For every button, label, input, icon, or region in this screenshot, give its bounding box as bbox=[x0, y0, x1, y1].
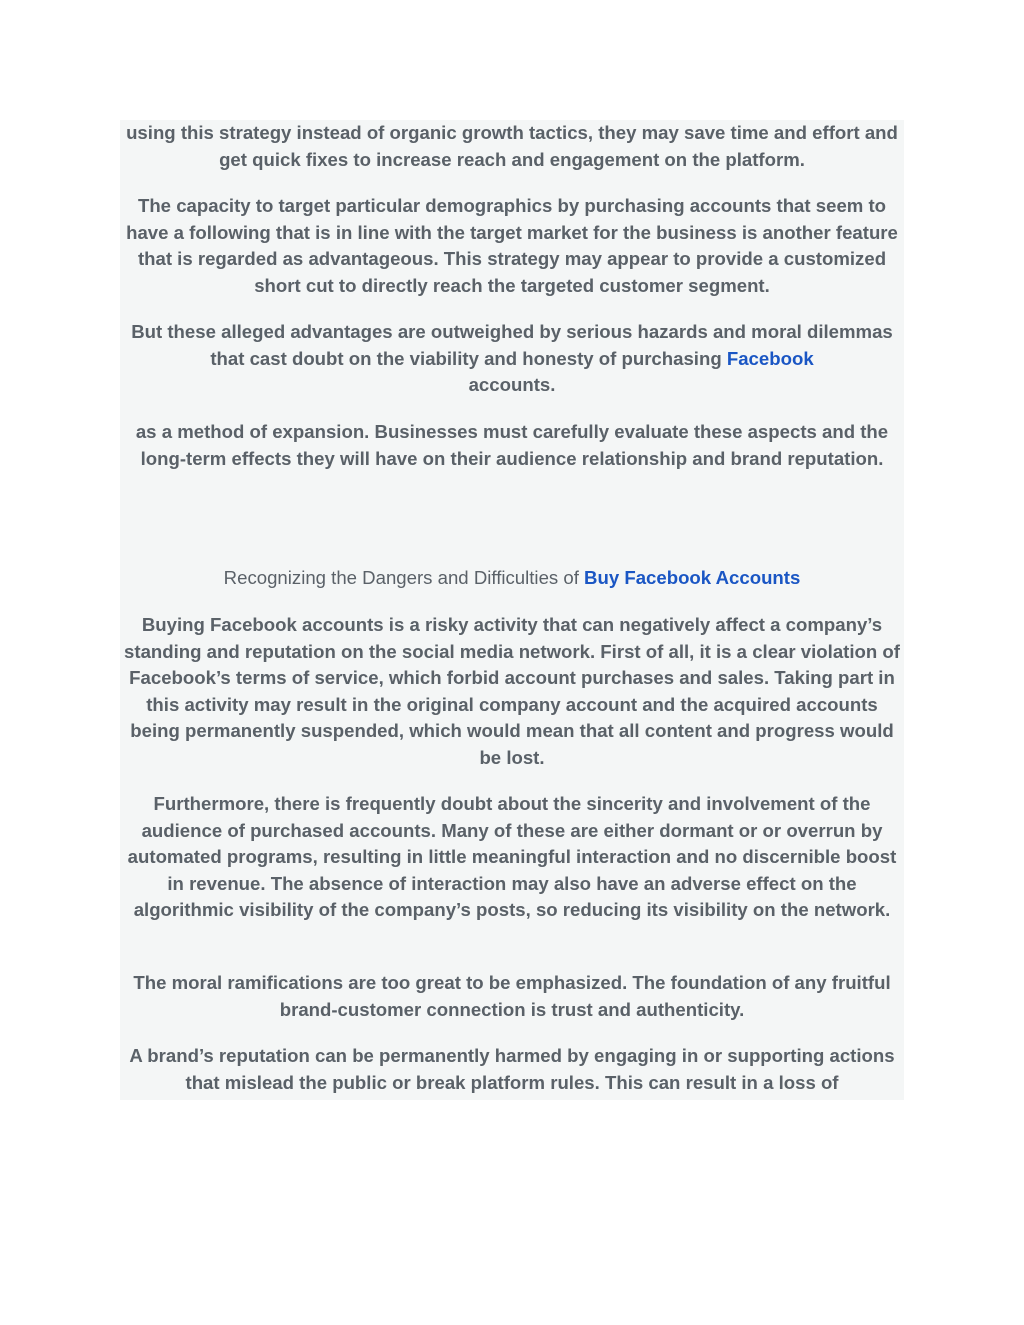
section-heading-text: Recognizing the Dangers and Difficulties of bbox=[223, 567, 585, 588]
facebook-link[interactable]: Facebook bbox=[726, 347, 814, 369]
document-panel bbox=[120, 120, 904, 1100]
paragraph-target-demographics: The capacity to target particular demographics by purchasing accounts that seem to have a following that is in line with the target market for the business is another feature that is regarded as advantageous. This strategy may appear to provide a customized short cut to directly reach the targeted customer segment. bbox=[126, 195, 898, 296]
paragraph-risky-activity: Buying Facebook accounts is a risky activity that can negatively affect a company’s standing and reputation on the social media network. First of all, it is a clear violation of Facebook’s terms of service, which forbid account purchases and sales. Taking part in this activity may result in the original company account and the acquired accounts being permanently suspended, which would mean that all content and progress would be lost. bbox=[124, 614, 900, 768]
paragraph-hazards-text: But these alleged advantages are outweighed by serious hazards and moral dilemmas that cast doubt on the viability and honesty of purchasing bbox=[131, 321, 893, 369]
paragraph-moral-ramifications: The moral ramifications are too great to be emphasized. The foundation of any fruitful brand-customer connection is trust and authenticity. bbox=[133, 972, 891, 1020]
paragraph-audience-doubt: Furthermore, there is frequently doubt about the sincerity and involvement of the audience of purchased accounts. Many of these are either dormant or or overrun by automated programs, resulting in little meaningful interaction and no discernible boost in revenue. The absence of interaction may also have an adverse effect on the algorithmic visibility of the company’s posts, so reducing its visibility on the network. bbox=[127, 793, 897, 920]
section-heading bbox=[120, 565, 904, 592]
paragraph-hazards bbox=[120, 319, 904, 399]
paragraph-hazards-end: accounts. bbox=[468, 374, 556, 395]
buy-facebook-accounts-link[interactable]: Buy Facebook Accounts bbox=[584, 567, 801, 588]
paragraph-brand-reputation: A brand’s reputation can be permanently harmed by engaging in or supporting actions that mislead the public or break platform rules. This can result in a loss of bbox=[129, 1045, 895, 1093]
paragraph-organic-growth: using this strategy instead of organic growth tactics, they may save time and effort and get quick fixes to increase reach and engagement on the platform. bbox=[126, 122, 898, 170]
paragraph-expansion: as a method of expansion. Businesses must carefully evaluate these aspects and the long-term effects they will have on their audience relationship and brand reputation. bbox=[135, 421, 889, 469]
